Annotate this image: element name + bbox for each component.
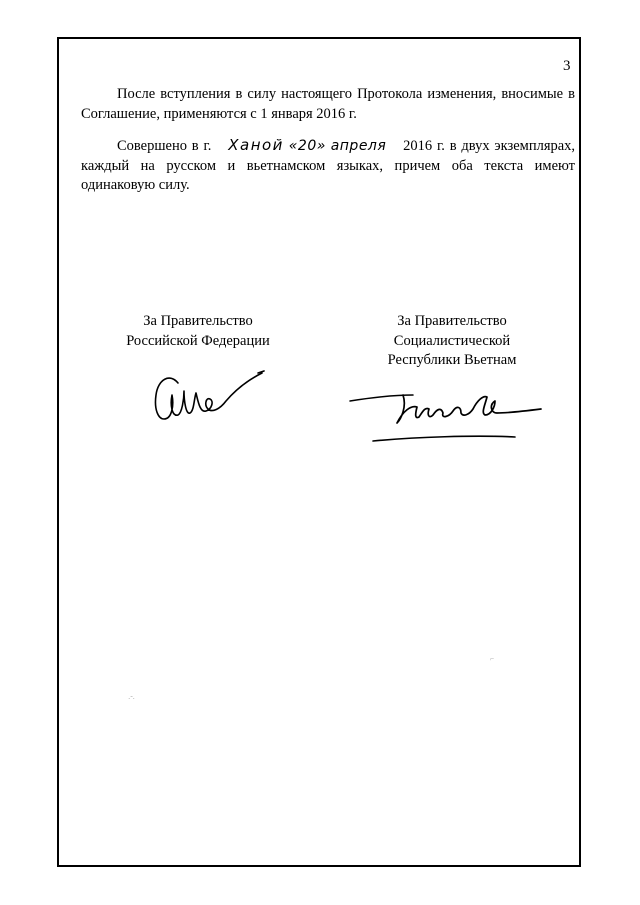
paragraph-done-at: [81, 136, 575, 196]
signature-russia: [150, 365, 270, 427]
signatory-vietnam-line2: Социалистической: [393, 332, 511, 349]
signatory-russia-line2: Российской Федерации: [126, 332, 270, 349]
handwritten-city: Ханой: [228, 136, 284, 154]
signatory-block-vietnam: [352, 312, 552, 371]
scan-speck: ⌐: [490, 655, 494, 663]
page-number: 3: [563, 58, 571, 74]
scan-speck: ·ˆ·: [128, 695, 135, 703]
signature-vietnam: [345, 385, 550, 450]
paragraph-entry-into-force: После вступления в силу настоящего Протокола изменения, вносимые в Соглашение, применяются с 1 января 2016 г.: [81, 86, 575, 122]
signatory-vietnam-line1: За Правительство: [397, 313, 507, 329]
done-at-text-end: 2016 г. в двух экземплярах, каждый на русском и вьетнамском языках, причем оба текста имеют одинаковую силу.: [81, 138, 576, 193]
done-at-text-start: Совершено в г.: [117, 138, 212, 154]
signatory-russia-line1: За Правительство: [143, 313, 253, 329]
signatory-block-russia: [105, 312, 291, 351]
signatory-vietnam-line3: Республики Вьетнам: [387, 352, 517, 368]
handwritten-month: апреля: [330, 138, 387, 154]
handwritten-day: «20»: [288, 138, 326, 154]
